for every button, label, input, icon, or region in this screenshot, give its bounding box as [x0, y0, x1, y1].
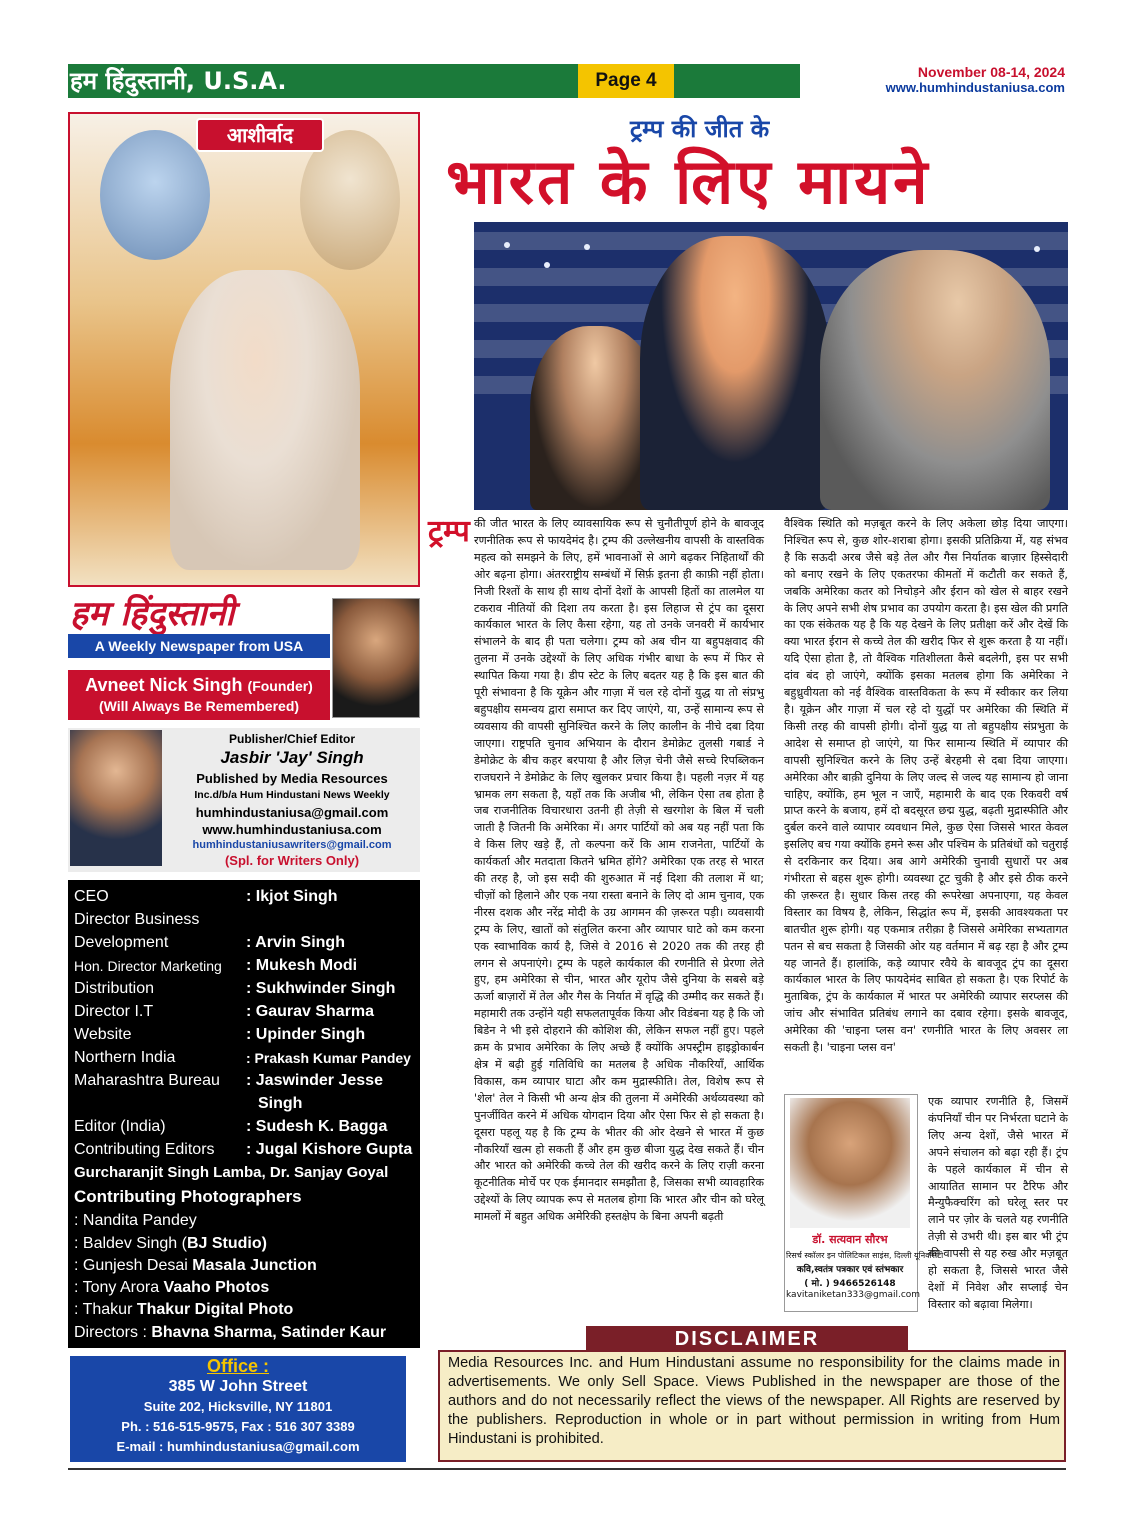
issue-date: November 08-14, 2024	[917, 64, 1065, 80]
staff-name: : Jaswinder Jesse	[246, 1072, 383, 1089]
staff-role: Hon. Director Marketing	[74, 958, 222, 974]
staff-role: Contributing Editors	[74, 1141, 215, 1158]
directors-names: Bhavna Sharma, Satinder Kaur	[151, 1324, 387, 1341]
published-by: Published by Media Resources	[196, 771, 388, 786]
author-photo	[790, 1098, 910, 1228]
publisher-email[interactable]: humhindustaniusa@gmail.com	[195, 805, 389, 820]
flag-star	[504, 242, 510, 248]
disclaimer-text: Media Resources Inc. and Hum Hindustani assume no responsibility for the claims made in advertisements. We only Sell Space. Views Published in the newspaper are those of the authors and do not necessarily reflect the views of the newspaper. All Rights are reserved by the publishers. Reproduction in whole or in part without permission in writing from Hum Hindustani is prohibited.	[448, 1355, 1060, 1447]
staff-name: : Jugal Kishore Gupta	[246, 1141, 413, 1158]
office-email[interactable]: E-mail : humhindustaniusa@gmail.com	[116, 1439, 360, 1454]
staff-name: : Upinder Singh	[246, 1026, 366, 1043]
brand-logo: हम हिंदुस्तानी	[70, 594, 235, 634]
footer-rule	[68, 1468, 1066, 1470]
photographer-studio: Masala Junction	[192, 1257, 317, 1274]
brand-tagline: A Weekly Newspaper from USA	[68, 634, 330, 658]
website-url[interactable]: www.humhindustaniusa.com	[885, 80, 1065, 95]
photographer	[74, 1299, 293, 1321]
photographer-studio: Thakur Digital Photo	[136, 1301, 294, 1318]
writers-note: (Spl. for Writers Only)	[224, 853, 360, 868]
staff-name: : Sudesh K. Bagga	[246, 1118, 388, 1135]
masthead-title: हम हिंदुस्तानी, U.S.A.	[70, 67, 287, 95]
photographer-name: : Nandita Pandey	[74, 1212, 197, 1229]
staff-name: Singh	[258, 1095, 303, 1112]
writers-email[interactable]: humhindustaniusawriters@gmail.com	[192, 839, 392, 851]
photographer-name: : Gunjesh Desai	[74, 1257, 193, 1274]
headline-kicker: ट्रम्प की जीत के	[630, 115, 770, 143]
photographer-name: : Thakur	[74, 1301, 137, 1318]
staff-role: Director Business	[74, 911, 200, 928]
photographer	[74, 1210, 197, 1232]
blessing-label: आशीर्वाद	[196, 118, 324, 152]
headline: भारत के लिए मायने	[446, 145, 931, 218]
staff-name: : Ikjot Singh	[246, 888, 338, 905]
photographer	[74, 1255, 317, 1277]
article-column-2: वैश्विक स्थिति को मज़बूत करने के लिए अकेला छोड़ दिया जाएगा। निश्चित रूप से, कुछ शोर-शराबा होगा। इसकी प्रतिक्रिया में, यह संभव है कि सऊदी अरब जैसे बड़े तेल और गैस निर्यातक बाज़ार हिस्सेदारी को बनाए रखने के लिए एकतरफा कीमतों में कटौती कर सकते हैं, जबकि अमेरिका कतर को निचोड़ने और ईरान को खेल से बाहर रखने के लिए अपने सभी शेष प्रभाव का उपयोग करता है। इस खेल की प्रगति का एक संकेतक यह है कि यह देखने के लिए प्रतीक्षा करें और देखें कि क्या भारत ईरान से कच्चे तेल की खरीद फिर से शुरू करता है या नहीं। यदि ऐसा होता है, तो वैश्विक गतिशीलता कैसे बदलेगी, इस पर सभी दांव बंद हो जाएंगे, क्योंकि इसका मतलब होगा कि अमेरिका ने बहुध्रुवीयता को नई वैश्विक वास्तविकता के रूप में स्वीकार कर लिया है। यूक्रेन और गाज़ा में चल रहे दो युद्धों पर अमेरिका की स्थिति में किसी तरह की वापसी होगी। दोनों युद्ध या तो बहुपक्षीय संप्रभुता के आदेश से समाप्त हो जाएंगे, या फिर सामान्य स्थिति में व्यापार की वापसी सुनिश्चित करने के लिए उन्हें बेरहमी से दबा दिया जाएगा। अमेरिका और बाक़ी दुनिया के लिए जल्द से जल्द यह सामान्य हो जाना चाहिए, क्योंकि, हम भूल न जाएँ, महामारी के बाद एक रिकवरी वर्ष प्राप्त करने के बजाय, हमें दो बदसूरत छद्म युद्ध, बढ़ती मुद्रास्फीति और दुर्बल करने वाले व्यापार व्यवधान मिले, कुछ ऐसा जिससे भारत केवल इसलिए बच गया क्योंकि हमने रूस और पश्चिम के प्रतिबंधों को चतुराई से दरकिनार कर दिया। अब आगे अमेरिकी चुनावी सुधारों पर अब गंभीरता से बहस शुरू होगी। व्यवस्था टूट चुकी है और इसे ठीक करने की ज़रूरत है। सुधार किस तरह की रूपरेखा अपनाएगा, यह केवल विस्तार का विषय है, लेकिन, सिद्धांत रूप में, इसकी आवश्यकता पर बातचीत शुरू होगी। यह एकमात्र तरीक़ा है जिससे अमेरिका सभ्यतागत पतन से बच सकता है जिसकी ओर यह वर्तमान में बढ़ रहा है और ट्रम्प यह जानते हैं। हालांकि, कड़े व्यापार रवैये के बावजूद ट्रंप का दूसरा कार्यकाल भारत के लिए फायदेमंद साबित हो सकता है। एक रिपोर्ट के मुताबिक, ट्रंप के कार्यकाल में भारत पर अमेरिकी व्यापार सरप्लस की जांच और संभावित प्रतिबंध लगाने का दबाव रहेगा। इसके बावजूद, अमेरिका की 'चाइना प्लस वन' रणनीति भारत के लिए अवसर ला सकती है। 'चाइना प्लस वन'	[784, 517, 1068, 1055]
staff-name: : Arvin Singh	[246, 934, 345, 951]
office-phone: Ph. : 516-515-9575, Fax : 516 307 3389	[121, 1419, 355, 1434]
staff-role: Northern India	[74, 1049, 176, 1066]
photo-person-right	[820, 250, 1050, 510]
staff-role: CEO	[74, 888, 109, 905]
article-column-1: की जीत भारत के लिए व्यावसायिक रूप से चुनौतीपूर्ण होने के बावजूद रणनीतिक रूप से फायदेमंद है। ट्रम्प की उल्लेखनीय वापसी के वास्तविक महत्व को समझने के लिए, हमें भावनाओं से आगे बढ़कर निहितार्थों की ओर बढ़ना होगा। अंतरराष्ट्रीय सम्बंधों में सिर्फ़ इतना ही काफ़ी नहीं होता। निजी रिश्तों के साथ ही साथ दोनों देशों के आपसी हितों का तालमेल या टकराव नीतियों की दिशा तय करता है। इस लिहाज से ट्रंप का दूसरा कार्यकाल भारत के लिए कैसा रहेगा, यह तो उनके जनवरी में कार्यभार संभालने के बाद ही पता चलेगा। ट्रम्प को अब चीन या बहुपक्षवाद की तुलना में उनके उद्देश्यों के लिए अधिक गंभीर बाधा के रूप में फिर से स्थापित किया गया है। डीप स्टेट के लिए बदतर यह है कि इस बात की पूरी संभावना है कि यूक्रेन और गाज़ा में चल रहे दोनों युद्ध या तो संप्रभु बहुपक्षीय समन्वय द्वारा समाप्त कर दिए जाएंगे, या, उन्हें सामान्य रूप से व्यवसाय की वापसी सुनिश्चित करने के लिए कालीन के नीचे दबा दिया जाएगा। राष्ट्रपति चुनाव अभियान के दौरान डेमोक्रेट तुलसी गबार्ड ने डेमोक्रेट के बीच कहर बरपाया है और लिज़ चेनी जैसे सच्चे रिपब्लिकन राजघराने ने डेमोक्रेट के लिए खुलकर प्रचार किया है। पहली नज़र में यह भ्रामक लग सकता है, यहाँ तक कि अजीब भी, लेकिन ऐसा तब होता है जब राजनीतिक विचारधारा उतनी ही तेज़ी से खरगोश के बिल में चली जाती है जितनी कि अमेरिका में। अगर पार्टियों को अब यह नहीं पता कि वे किस लिए खड़े हैं, तो कल्पना करें कि आम राजनेता, पार्टियों के कार्यकर्ता और मतदाता कितने भ्रमित होंगे? अमेरिका एक तरह से भारत की तरह है, जो इस सदी की शुरुआत में नई दिशा की तलाश में था; चीज़ों को हिलाने और एक नया रास्ता बनाने के लिए दो आम चुनाव, एक नीरस दशक और नरेंद्र मोदी के उग्र आगमन की ज़रूरत पड़ी। व्यवसायी ट्रम्प के लिए, खातों को संतुलित करना और व्यापार घाटे को कम करना एक स्वाभाविक कार्य है, जिसे वे 2016 से 2020 तक की तरह ही लगन से अपनाएंगे। ट्रम्प के पहले कार्यकाल की रणनीति से प्रेरणा लेते हुए, हम अमेरिका से चीन, भारत और यूरोप जैसे दुनिया के सबसे बड़े ऊर्जा बाज़ारों में तेल और गैस के निर्यात में वृद्धि की उम्मीद कर सकते हैं। महामारी तक उन्होंने यही सफलतापूर्वक किया और विडंबना यह है कि जो बिडेन ने भी इसे दोहराने की कोशिश की, लेकिन सफल नहीं हुए। पहले क्रम के प्रभाव अमेरिका के लिए अच्छे हैं क्योंकि अपस्ट्रीम हाइड्रोकार्बन क्षेत्र में बढ़ी हुई गतिविधि का मतलब है अधिक नौकरियाँ, आर्थिक विकास, कम व्यापार घाटा और कम मुद्रास्फीति। तेल, विशेष रूप से 'शेल' तेल ने किसी भी अन्य क्षेत्र की तुलना में अमेरिकी अर्थव्यवस्था को पुनर्जीवित करने में अधिक योगदान दिया और ऐसा फिर से हो सकता है। दूसरा पहलू यह है कि ट्रम्प के भीतर की ओर देखने से भारत में कुछ नौकरियाँ खत्म हो सकती हैं और हम कुछ बीजा युद्ध देख सकते हैं। चीन और भारत को अमेरिकी कच्चे तेल की खरीद करने के लिए राज़ी करना कूटनीतिक मोर्चे पर एक ईमानदार समझौता है, जिसका सभी व्यावहारिक उद्देश्यों के लिए व्यापक रूप से मतलब होगा कि भारत और चीन को घरेलू मामलों में बहुत अधिक अमेरिकी हस्तक्षेप के बिना अपनी बढ़ती	[474, 517, 764, 1224]
founder-photo	[332, 598, 420, 718]
flag-star	[544, 262, 550, 268]
founder-name-text: Avneet Nick Singh	[85, 675, 243, 695]
staff-role: Website	[74, 1026, 132, 1043]
staff-role: Distribution	[74, 980, 155, 997]
office-street: 385 W John Street	[168, 1378, 308, 1395]
photographer-name: : Baldev Singh (	[74, 1235, 187, 1252]
photographer-studio: Vaaho Photos	[163, 1279, 270, 1296]
office-suite: Suite 202, Hicksville, NY 11801	[143, 1399, 333, 1414]
staff-name: : Sukhwinder Singh	[246, 980, 396, 997]
office-heading: Office :	[206, 1356, 269, 1376]
publisher-role: Publisher/Chief Editor	[228, 732, 355, 746]
author-name: डॉ. सत्यवान सौरभ	[812, 1233, 888, 1246]
staff-role: Development	[74, 934, 169, 951]
author-role: कवि,स्वतंत्र पत्रकार एवं स्तंभकार	[796, 1265, 904, 1275]
flag-star	[1034, 246, 1040, 252]
author-email[interactable]: kavitaniketan333@gmail.com	[786, 1290, 921, 1300]
staff-role: Director I.T	[74, 1003, 154, 1020]
photographers-heading: Contributing Photographers	[74, 1187, 302, 1206]
publisher-dba: Inc.d/b/a Hum Hindustani News Weekly	[194, 789, 390, 801]
contributing-editors-more: Gurcharanjit Singh Lamba, Dr. Sanjay Goyal	[74, 1164, 389, 1181]
staff-name: : Mukesh Modi	[246, 957, 358, 974]
staff-role: Maharashtra Bureau	[74, 1072, 220, 1089]
article-column-2-wrap: एक व्यापार रणनीति है, जिसमें कंपनियाँ चीन पर निर्भरता घटाने के लिए अन्य देशों, जैसे भारत में अपने संचालन को बढ़ा रही हैं। ट्रंप के पहले कार्यकाल में चीन से आयातित सामान पर टैरिफ और मैन्युफैक्चरिंग को घरेलू स्तर पर लाने पर ज़ोर के चलते यह रणनीति तेज़ी से उभरी थी। इस बार भी ट्रंप की वापसी से यह रुख और मज़बूत हो सकता है, जिससे भारत जैसे देशों में निवेश और सप्लाई चेन विस्तार को बढ़ावा मिलेगा।	[928, 1095, 1068, 1311]
seated-figure	[170, 270, 360, 570]
page-number: Page 4	[578, 64, 674, 98]
staff-role: Editor (India)	[74, 1118, 166, 1135]
photographer	[74, 1277, 269, 1299]
photographer-studio: BJ Studio)	[186, 1235, 267, 1252]
directors	[74, 1322, 386, 1344]
photographer	[74, 1233, 267, 1255]
founder-role: (Founder)	[247, 678, 313, 694]
photographer-name: : Tony Arora	[74, 1279, 164, 1296]
flag-star	[584, 244, 590, 250]
publisher-website[interactable]: www.humhindustaniusa.com	[202, 822, 382, 837]
author-credentials: रिसर्च स्कॉलर इन पोलिटिकल साइंस, दिल्ली यूनिवर्सिटी	[786, 1251, 944, 1260]
directors-label: Directors :	[74, 1324, 152, 1341]
staff-name: : Prakash Kumar Pandey	[246, 1050, 411, 1066]
founder-name	[68, 672, 330, 699]
disclaimer-title: DISCLAIMER	[586, 1326, 908, 1352]
publisher-name: Jasbir 'Jay' Singh	[220, 748, 364, 767]
photo-person-center	[640, 236, 830, 510]
drop-cap: ट्रम्प	[428, 514, 470, 549]
author-phone: ( मो. ) 9466526148	[804, 1279, 896, 1289]
deity-figure	[100, 130, 210, 260]
staff-name: : Gaurav Sharma	[246, 1003, 375, 1020]
publisher-photo	[70, 730, 162, 866]
founder-note: (Will Always Be Remembered)	[98, 698, 300, 714]
